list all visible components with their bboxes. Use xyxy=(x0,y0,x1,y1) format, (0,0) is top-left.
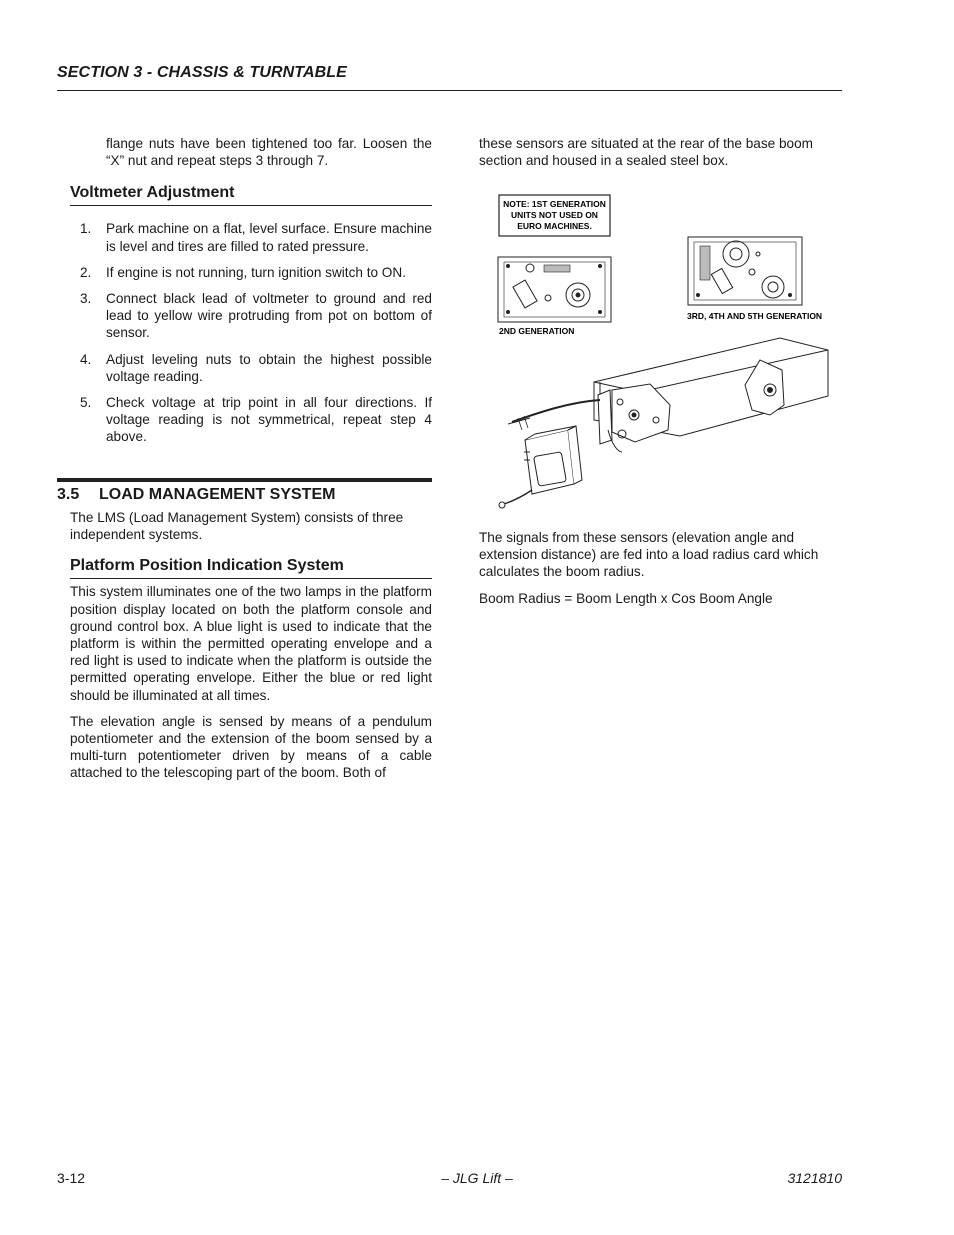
boom-base-section-drawing xyxy=(499,338,828,508)
second-gen-panel-drawing xyxy=(498,257,611,322)
boom-radius-formula: Boom Radius = Boom Length x Cos Boom Angle xyxy=(479,590,773,606)
list-item: 4. Adjust leveling nuts to obtain the highest possible voltage reading. xyxy=(80,351,432,384)
label-3rd-4th-5th-generation: 3RD, 4TH AND 5TH GENERATION xyxy=(687,311,823,321)
footer-center: – JLG Lift – xyxy=(441,1170,513,1186)
list-item: 2. If engine is not running, turn ignition switch to ON. xyxy=(80,264,406,280)
section-header: SECTION 3 - CHASSIS & TURNTABLE xyxy=(57,64,347,81)
continuation-text: flange nuts have been tightened too far. Loosen the “X” nut and repeat steps 3 through 7. xyxy=(106,136,432,169)
list-item: 5. Check voltage at trip point in all four directions. If voltage reading is not symmetrical, repeat step 4 above. xyxy=(80,395,432,445)
third-gen-panel-drawing xyxy=(688,237,802,305)
sensor-box-illustration xyxy=(490,190,835,520)
section-number: 3.5 xyxy=(57,486,80,503)
section-title: LOAD MANAGEMENT SYSTEM xyxy=(99,486,336,503)
note-line-3: EURO MACHINES. xyxy=(517,221,592,231)
list-item: 3. Connect black lead of voltmeter to ground and red lead to yellow wire protruding from pot on bottom of sensor. xyxy=(80,291,432,341)
label-2nd-generation: 2ND GENERATION xyxy=(499,326,575,336)
right-paragraph-1: these sensors are situated at the rear of the base boom section and housed in a sealed steel box. xyxy=(479,136,814,169)
lms-intro: The LMS (Load Management System) consists of three independent systems. xyxy=(70,510,404,543)
voltmeter-heading: Voltmeter Adjustment xyxy=(70,184,432,206)
note-line-2: UNITS NOT USED ON xyxy=(511,210,598,220)
ppis-heading: Platform Position Indication System xyxy=(70,557,432,579)
right-column xyxy=(479,135,842,169)
note-line-1: NOTE: 1ST GENERATION xyxy=(503,199,606,209)
page-number: 3-12 xyxy=(57,1170,86,1186)
ppis-paragraph-1: This system illuminates one of the two lamps in the platform position display located on both the platform console and ground control box. A blue light is used to indicate that the platform is within the permitted operating envelope and a red light is used to indicate when the platform is outside the permitted operating envelope. Either the blue or red light should be illuminated at all times. xyxy=(70,584,432,703)
voltmeter-steps xyxy=(70,220,432,445)
section-heading-lms xyxy=(57,478,432,504)
ppis-paragraph-2: The elevation angle is sensed by means of a pendulum potentiometer and the extension of the boom sensed by a multi-turn potentiometer driven by means of a cable attached to the telescoping part of the boom. Both of xyxy=(70,713,432,781)
lms-content xyxy=(70,509,432,782)
left-column-top xyxy=(70,135,432,455)
right-column-lower xyxy=(479,529,842,607)
document-number: 3121810 xyxy=(787,1170,842,1186)
list-item: 1. Park machine on a flat, level surface. Ensure machine is level and tires are filled to rated pressure. xyxy=(80,221,432,254)
header-rule xyxy=(57,90,842,91)
right-paragraph-2: The signals from these sensors (elevation angle and extension distance) are fed into a load radius card which calculates the boom radius. xyxy=(479,530,819,580)
